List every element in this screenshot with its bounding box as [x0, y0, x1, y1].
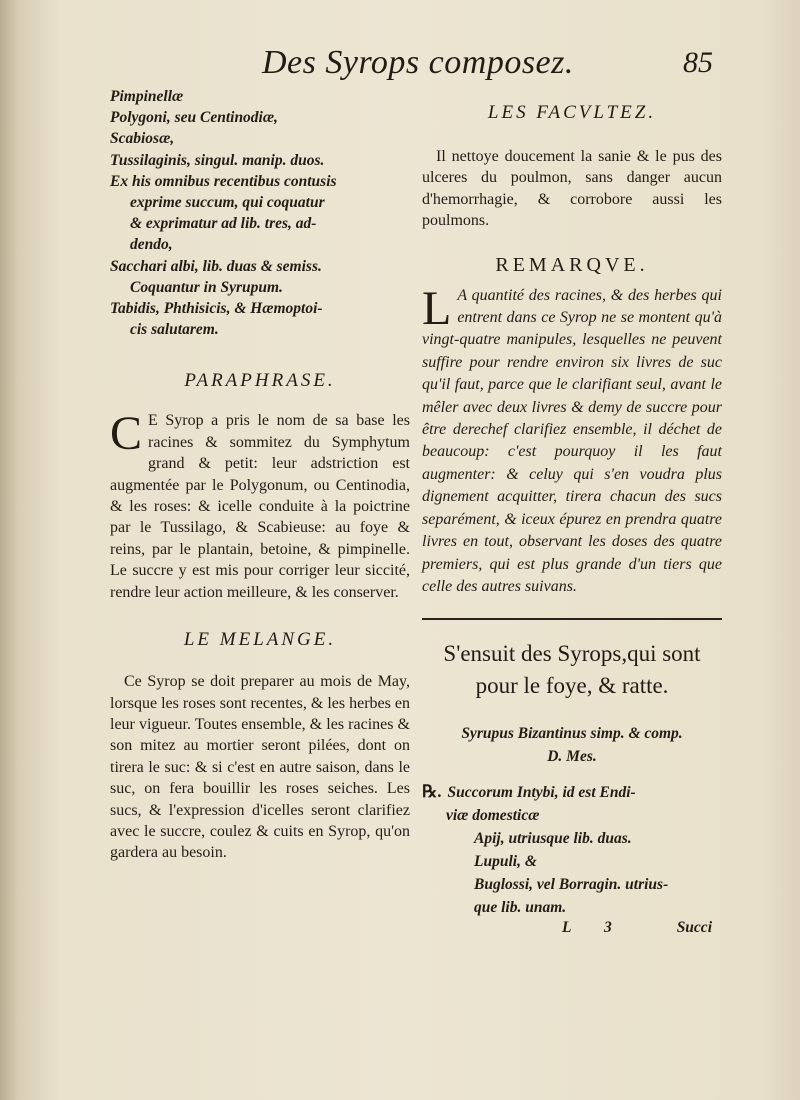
ingredient-text: Succorum Intybi, id est Endi- — [447, 784, 636, 802]
recipe-line: cis salutarem. — [130, 321, 219, 339]
melange-paragraph: Ce Syrop se doit preparer au mois de May, lorsque les roses sont recentes, & les herbes en leur vigueur. Toutes ensemble, & les racines & son mitez au mortier seront pilées, dont on tirera le suc: & si c'est en autre saison, dans le suc, on fera bouillir les roses seiches. Les sucs, & l'expression d'icelles seront clarifiez avec le succre, coulez & cuits en Syrop, qu'on gardera au besoin. — [110, 673, 410, 862]
drop-cap: L — [422, 281, 452, 335]
syrup-title: Syrupus Bizantinus simp. & comp. — [461, 725, 683, 743]
recipe-line: Tabidis, Phthisicis, & Hæmoptoi- — [110, 300, 323, 318]
remarque-text: A quantité des racines, & des herbes qui entrent dans ce Syrop ne se montent qu'à vingt-quatre manipules, lesquelles ne peuvent suffire pour rendre environ six livres de suc qu'il faut, parce que le clarifiant seul, avant le mêler avec deux livres & demy de succre pour être derechef clarifiez ensemble, il déchet de beaucoup: c'est pourquoy il les faut augmenter: & celuy qui s'en voudra plus dignement acquitter, tirera chacun des sucs separément, & iceux épurez en prendra quatre livres en tout, observant les doses des quatre premiers, qui est plus grande d'un tiers que celle des autres suivans. — [422, 286, 722, 595]
running-title: Des Syrops composez. — [262, 44, 574, 81]
section-title — [422, 638, 722, 702]
recipe-line: Ex his omnibus recentibus contusis — [110, 172, 337, 190]
recipe-line: Coquantur in Syrupum. — [130, 278, 283, 296]
recipe-line: Tussilaginis, singul. manip. duos. — [110, 151, 325, 169]
paraphrase-text: E Syrop a pris le nom de sa base les racines & sommitez du Symphytum grand & petit: leur adstriction est augmentée par le Polygonum, ou Centinodia, & les roses: & icelle conduite à la poictrine par le Tussilago, & Scabieuse: au foye & reins, par le plantain, betoine, & pimpinelle. Le succre y est mis pour corriger leur siccité, rendre leur action meilleure, & les conserver. — [110, 412, 410, 601]
catchword: Succi — [676, 919, 712, 937]
recipe-line: Polygoni, seu Centinodiæ, — [110, 109, 278, 127]
ingredient-line: Apij, utriusque lib. duas. — [474, 830, 632, 848]
remarque-paragraph — [422, 281, 722, 599]
section-title-line: pour le foye, & ratte. — [475, 673, 669, 699]
syrup-author: D. Mes. — [547, 748, 597, 766]
section-title-line: S'ensuit des Syrops,qui sont — [443, 641, 701, 667]
recipe-line: Sacchari albi, lib. duas & semiss. — [110, 257, 322, 275]
ingredient-line: que lib. unam. — [474, 899, 567, 917]
drop-cap: C — [110, 407, 143, 461]
remarque-heading: REMARQVE. — [495, 253, 649, 276]
facultez-heading: LES FACVLTEZ. — [487, 102, 657, 123]
signature-number: 3 — [604, 919, 612, 937]
facultez-paragraph: Il nettoye doucement la sanie & le pus des ulceres du poulmon, sans danger aucun d'hemorrhagie, & corrobore aussi les poulmons. — [422, 148, 722, 230]
ingredient-list — [422, 780, 722, 919]
recipe-line: & exprimatur ad lib. tres, ad- — [130, 215, 317, 233]
recipe-line: dendo, — [130, 236, 173, 254]
recipe-symbol-icon: ℞. — [422, 782, 442, 802]
recipe-line: exprime succum, qui coquatur — [130, 194, 325, 212]
ingredient-line: Buglossi, vel Borragin. utrius- — [474, 876, 669, 894]
paraphrase-paragraph — [110, 407, 410, 603]
recipe-line: Pimpinellæ — [110, 88, 184, 105]
paraphrase-heading: PARAPHRASE. — [184, 370, 336, 392]
recipe-list — [110, 86, 410, 340]
ingredient-line: viæ domesticæ — [446, 807, 540, 825]
right-column — [422, 86, 722, 941]
recipe-line: Scabiosæ, — [110, 130, 175, 148]
page-number: 85 — [683, 46, 713, 79]
left-column — [110, 86, 410, 864]
signature-letter: L — [562, 919, 572, 937]
melange-heading: LE MELANGE. — [183, 629, 337, 651]
page-footer — [422, 919, 722, 941]
ingredient-line — [422, 780, 722, 804]
ingredient-line: Lupuli, & — [474, 853, 537, 871]
page-header — [0, 42, 800, 92]
